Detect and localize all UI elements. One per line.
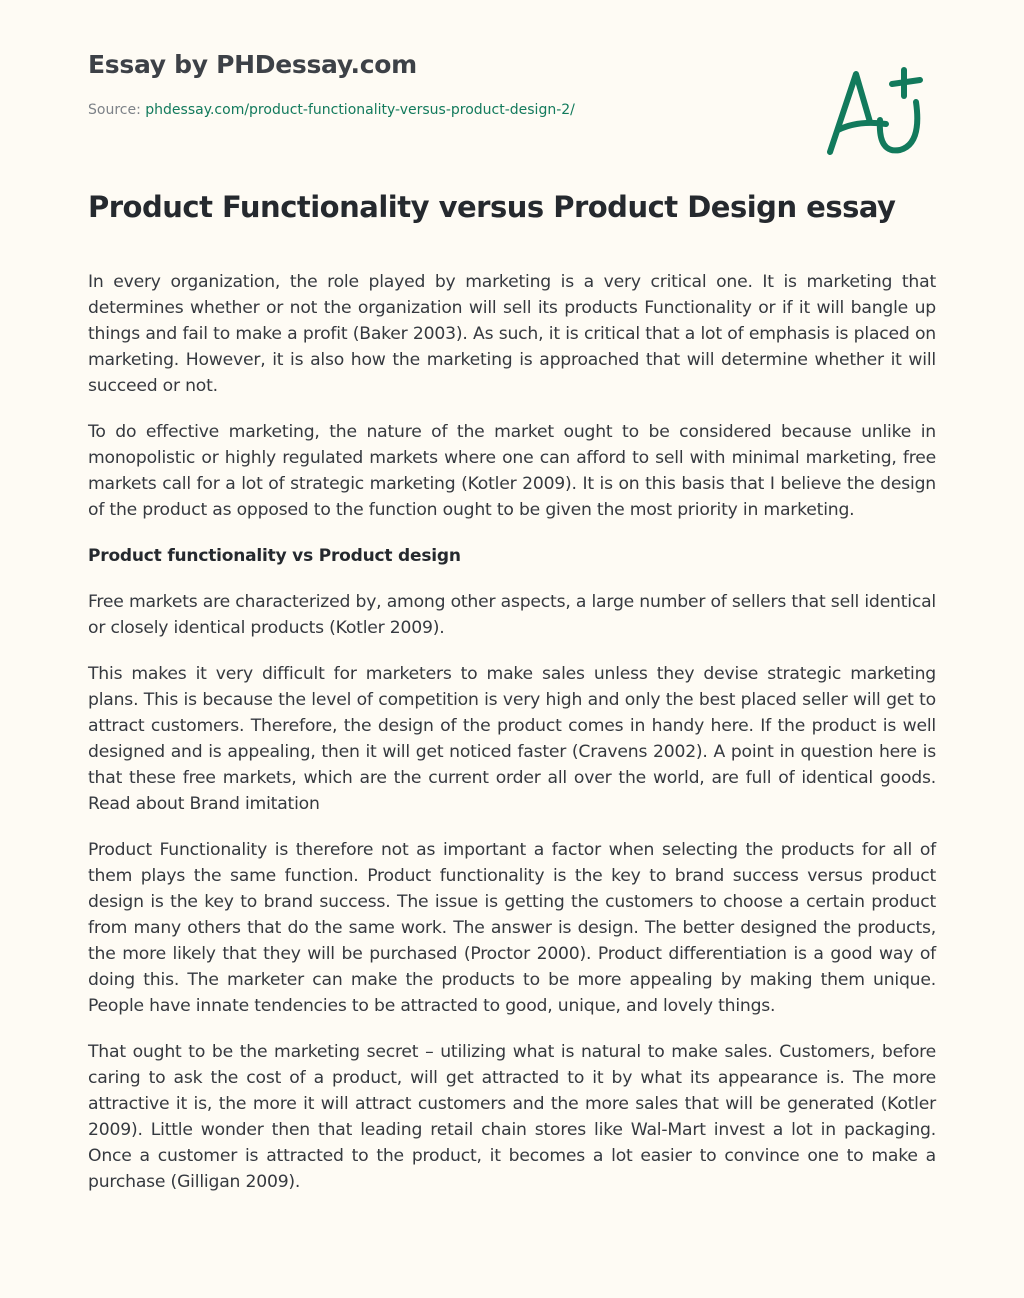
- source-line: [88, 102, 575, 118]
- paragraph: Product Functionality is therefore not as important a factor when selecting the products for all of them plays the same function. Product functionality is the key to brand success versus product design is the key to brand success. The issue is getting the customers to choose a certain product from many others that do the same work. The answer is design. The better designed the products, the more likely that they will be purchased (Proctor 2000). Product differentiation is a good way of doing this. The marketer can make the products to be more appealing by making them unique. People have innate tendencies to be attracted to good, unique, and lovely things.: [88, 840, 936, 1016]
- page-title: Product Functionality versus Product Design essay: [88, 190, 896, 224]
- section-heading: Product functionality vs Product design: [88, 546, 461, 566]
- paragraph: This makes it very difficult for marketers to make sales unless they devise strategic marketing plans. This is because the level of competition is very high and only the best placed seller will get to attract customers. Therefore, the design of the product comes in handy here. If the product is well designed and is appealing, then it will get noticed faster (Cravens 2002). A point in question here is that these free markets, which are the current order all over the world, are full of identical goods. Read about Brand imitation: [88, 664, 936, 814]
- site-title: Essay by PHDessay.com: [88, 50, 417, 79]
- paragraph: That ought to be the marketing secret – utilizing what is natural to make sales. Customers, before caring to ask the cost of a product, will get attracted to it by what its appearance is. The more attractive it is, the more it will attract customers and the more sales that will be generated (Kotler 2009). Little wonder then that leading retail chain stores like Wal-Mart invest a lot in packaging. Once a customer is attracted to the product, it becomes a lot easier to convince one to make a purchase (Gilligan 2009).: [88, 1042, 936, 1192]
- a-plus-logo-icon: [818, 62, 938, 162]
- paragraph: Free markets are characterized by, among other aspects, a large number of sellers that sell identical or closely identical products (Kotler 2009).: [88, 592, 936, 638]
- paragraph: To do effective marketing, the nature of the market ought to be considered because unlike in monopolistic or highly regulated markets where one can afford to sell with minimal marketing, free markets call for a lot of strategic marketing (Kotler 2009). It is on this basis that I believe the design of the product as opposed to the function ought to be given the most priority in marketing.: [88, 422, 936, 520]
- essay-body: [88, 269, 936, 1215]
- source-link[interactable]: phdessay.com/product-functionality-versus-product-design-2/: [145, 102, 575, 118]
- paragraph: In every organization, the role played by marketing is a very critical one. It is marketing that determines whether or not the organization will sell its products Functionality or if it will bangle up things and fail to make a profit (Baker 2003). As such, it is critical that a lot of emphasis is placed on marketing. However, it is also how the marketing is approached that will determine whether it will succeed or not.: [88, 272, 936, 396]
- source-label: Source:: [88, 102, 141, 118]
